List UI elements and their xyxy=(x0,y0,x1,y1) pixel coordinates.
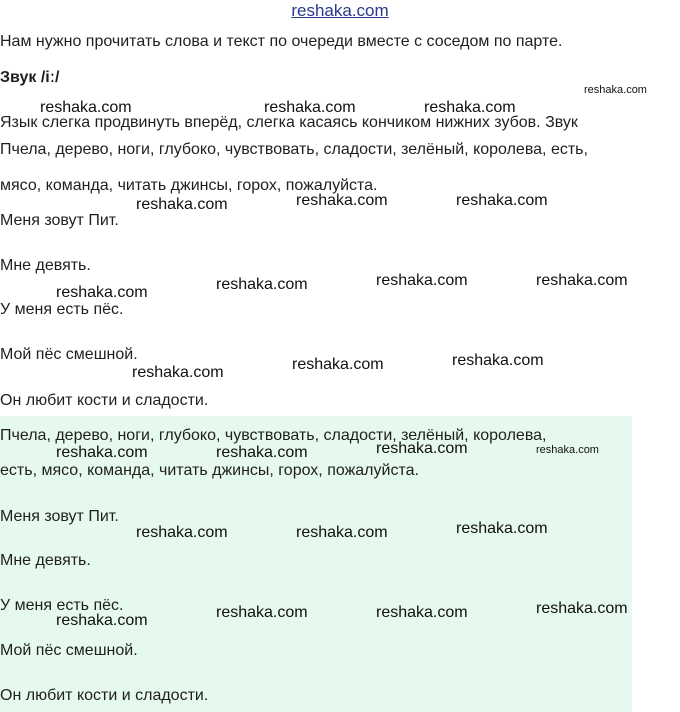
answer-sentence-2: Мне девять. xyxy=(0,552,91,569)
watermark: reshaka.com xyxy=(292,356,384,373)
watermark: reshaka.com xyxy=(296,524,388,541)
watermark: reshaka.com xyxy=(536,272,628,289)
watermark: reshaka.com xyxy=(56,612,148,629)
watermark: reshaka.com xyxy=(216,444,308,461)
watermark: reshaka.com xyxy=(376,440,468,457)
watermark: reshaka.com xyxy=(296,192,388,209)
sentence-1: Меня зовут Пит. xyxy=(0,212,119,229)
watermark: reshaka.com xyxy=(216,604,308,621)
watermark: reshaka.com xyxy=(56,444,148,461)
instruction-text: Нам нужно прочитать слова и текст по очереди вместе с соседом по парте. xyxy=(0,33,563,50)
watermark: reshaka.com xyxy=(264,99,356,116)
watermark: reshaka.com xyxy=(452,352,544,369)
sentence-4: Мой пёс смешной. xyxy=(0,346,138,363)
articulation-text: Язык слегка продвинуть вперёд, слегка касаясь кончиком нижних зубов. Звук xyxy=(0,114,578,131)
answer-sentence-4: Мой пёс смешной. xyxy=(0,642,138,659)
answer-words-line-1: Пчела, дерево, ноги, глубоко, чувствовать, сладости, зелёный, королева, xyxy=(0,427,547,444)
answer-words-line-2: есть, мясо, команда, читать джинсы, горох, пожалуйста. xyxy=(0,462,419,479)
site-title-link[interactable]: reshaka.com xyxy=(291,1,389,20)
watermark: reshaka.com xyxy=(132,364,224,381)
watermark: reshaka.com xyxy=(40,99,132,116)
watermark: reshaka.com xyxy=(376,272,468,289)
sentence-2: Мне девять. xyxy=(0,257,91,274)
watermark: reshaka.com xyxy=(136,524,228,541)
watermark: reshaka.com xyxy=(456,192,548,209)
answer-sentence-5: Он любит кости и сладости. xyxy=(0,687,209,704)
answer-sentence-3: У меня есть пёс. xyxy=(0,597,124,614)
watermark: reshaka.com xyxy=(536,600,628,617)
watermark: reshaka.com xyxy=(456,520,548,537)
words-line-1: Пчела, дерево, ноги, глубоко, чувствовать, сладости, зелёный, королева, есть, xyxy=(0,141,588,158)
sentence-5: Он любит кости и сладости. xyxy=(0,392,209,409)
watermark: reshaka.com xyxy=(216,276,308,293)
sentence-3: У меня есть пёс. xyxy=(0,301,124,318)
words-line-2: мясо, команда, читать джинсы, горох, пожалуйста. xyxy=(0,177,378,194)
answer-sentence-1: Меня зовут Пит. xyxy=(0,508,119,525)
watermark: reshaka.com xyxy=(424,99,516,116)
watermark: reshaka.com xyxy=(376,604,468,621)
watermark: reshaka.com xyxy=(136,196,228,213)
sound-heading: Звук /iː/ xyxy=(0,69,60,86)
watermark: reshaka.com xyxy=(584,84,647,96)
watermark: reshaka.com xyxy=(536,444,599,456)
watermark: reshaka.com xyxy=(56,284,148,301)
